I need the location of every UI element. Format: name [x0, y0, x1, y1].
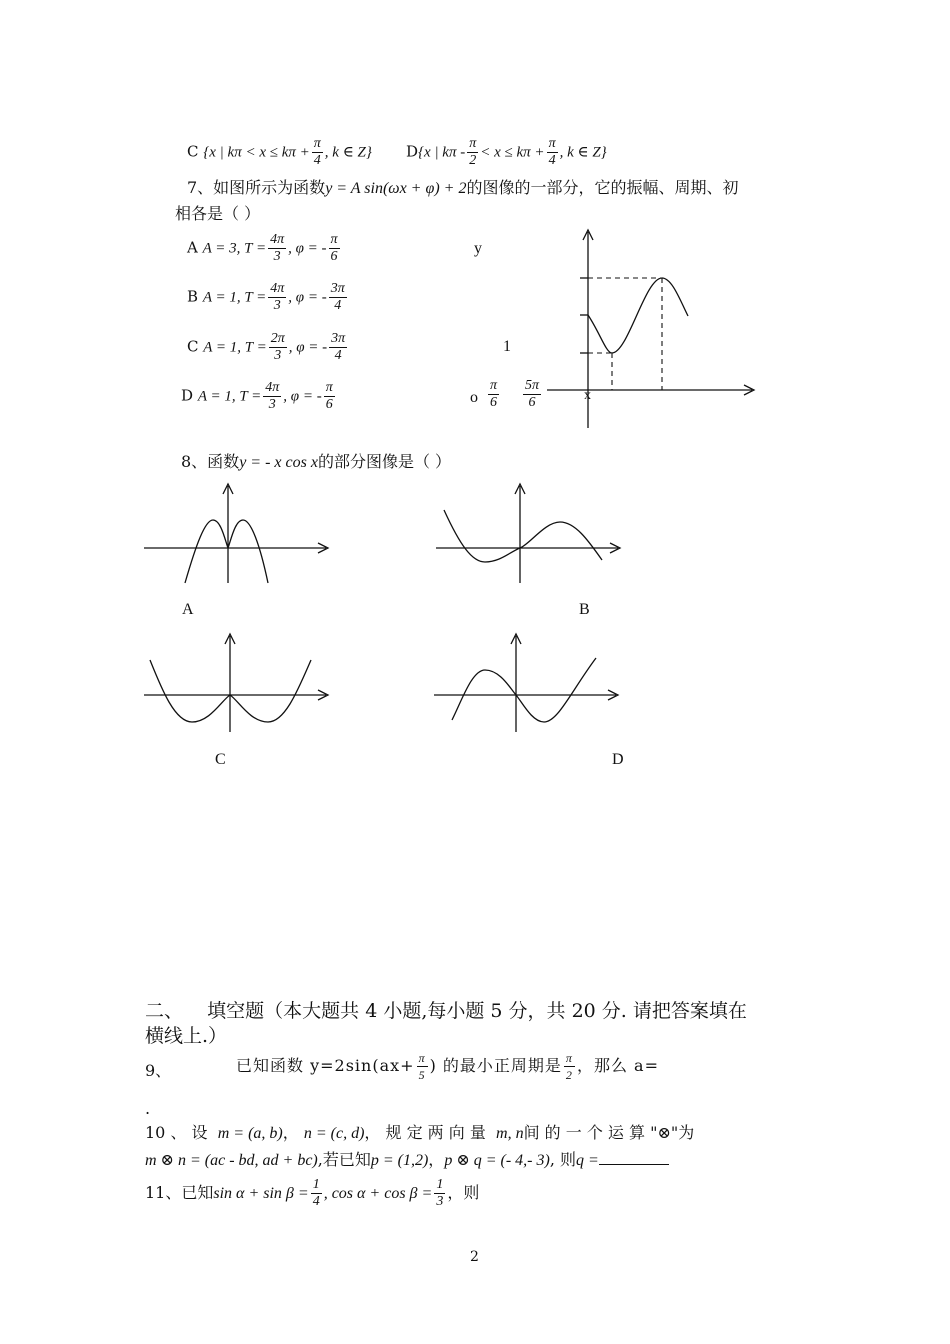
q8-stem: 8、函数y = - x cos x的部分图像是（ ） [181, 452, 452, 471]
q7-option-a: A A = 3, T = $\frac{4\pi}{3}$ , φ = - $\frac{\pi}{6}$ [187, 232, 338, 264]
q9-number: 9、 [145, 1061, 172, 1080]
q7-option-b: B A = 1, T = $\frac{4\pi}{3}$ , φ = - $\frac{3\pi}{4}$ [187, 281, 345, 313]
fraction: $\frac{4\pi}{3}$ [270, 281, 285, 313]
q8-graph-d [434, 634, 618, 732]
q7-graph-y-label: y [474, 240, 482, 257]
q9-text: 已知函数 y=2sin(ax+ $\frac{\pi}{5}$ ) 的最小正周期是 $\frac{\pi}{2}$ ，那么 a= [236, 1051, 659, 1082]
fraction: $\frac{4\pi}{3}$ [270, 232, 285, 264]
fraction: $\frac{\pi}{6}$ [325, 380, 333, 412]
q7-stem-line2: 相各是（ ） [175, 204, 261, 223]
q8-graph-label-c: C [215, 751, 226, 768]
fraction: $\frac{\pi}{6}$ [330, 232, 338, 264]
q6-option-d-expr-mid: < x ≤ kπ + [480, 144, 545, 161]
q10-answer-blank[interactable] [599, 1152, 669, 1165]
q6-option-d-expr: {x | kπ - [418, 144, 466, 161]
q8-graph-label-d: D [612, 751, 624, 768]
q8-graph-label-a: A [182, 601, 194, 618]
section2-heading-line2: 横线上.） [145, 1025, 228, 1047]
q7-graph-one-label: 1 [503, 338, 511, 355]
q6-option-d-expr-tail: , k ∈ Z} [559, 144, 607, 161]
section2-heading-line1: 二、 填空题（本大题共 4 小题,每小题 5 分，共 20 分. 请把答案填在 [145, 1000, 747, 1022]
q7-graph-x-label: x [584, 388, 591, 403]
q6-option-c-label: C [187, 142, 199, 161]
q6-option-d-label: D [406, 142, 419, 161]
q9-dot: . [145, 1099, 151, 1118]
q6-option-c-expr-tail: , k ∈ Z} [324, 144, 372, 161]
q8-formula: y = - x cos x [239, 454, 318, 471]
q10-line2: m ⊗ n = (ac - bd, ad + bc),若已知p = (1,2)，p ⊗ q = (- 4,- 3), 则q = [145, 1147, 669, 1170]
q7-graph-origin-label: o [470, 389, 478, 406]
q8-graph-label-b: B [579, 601, 590, 618]
q7-stem-line1: 7、如图所示为函数y = A sin(ωx + φ) + 2的图像的一部分，它的振幅、周期、初 [187, 178, 739, 197]
q11-stem: 11、已知sin α + sin β = $\frac{1}{4}$ , cos α + cos β = $\frac{1}{3}$ ，则 [145, 1177, 480, 1209]
q8-graph-c [144, 634, 328, 732]
q8-graph-b [436, 484, 620, 583]
q7-option-d: D A = 1, T = $\frac{4\pi}{3}$ , φ = - $\frac{\pi}{6}$ [181, 380, 333, 412]
q8-graph-a [144, 484, 328, 583]
fraction: $\frac{4\pi}{3}$ [265, 380, 280, 412]
fraction: $\frac{\pi}{4}$ [548, 136, 556, 168]
fraction: $\frac{3\pi}{4}$ [330, 281, 345, 313]
q7-graph-tick-pi-6: $\frac{\pi}{6}$ [490, 378, 498, 410]
q7-graph-tick-5pi-6: $\frac{5\pi}{6}$ [525, 378, 540, 410]
q6-option-c-expr: {x | kπ < x ≤ kπ + [203, 144, 310, 161]
fraction: $\frac{\pi}{4}$ [313, 136, 321, 168]
q10-line1: 10 、 设 m = (a, b)， n = (c, d)， 规 定 两 向 量 m, n间 的 一 个 运 算 "⊗"为 [145, 1123, 695, 1142]
q7-formula: y = A sin(ωx + φ) + 2 [325, 180, 467, 197]
fraction: $\frac{\pi}{2}$ [469, 136, 477, 168]
q7-option-c: C A = 1, T = $\frac{2\pi}{3}$ , φ = - $\frac{3\pi}{4}$ [187, 331, 346, 363]
page-number: 2 [470, 1249, 479, 1265]
fraction: $\frac{2\pi}{3}$ [270, 331, 285, 363]
fraction: $\frac{3\pi}{4}$ [331, 331, 346, 363]
